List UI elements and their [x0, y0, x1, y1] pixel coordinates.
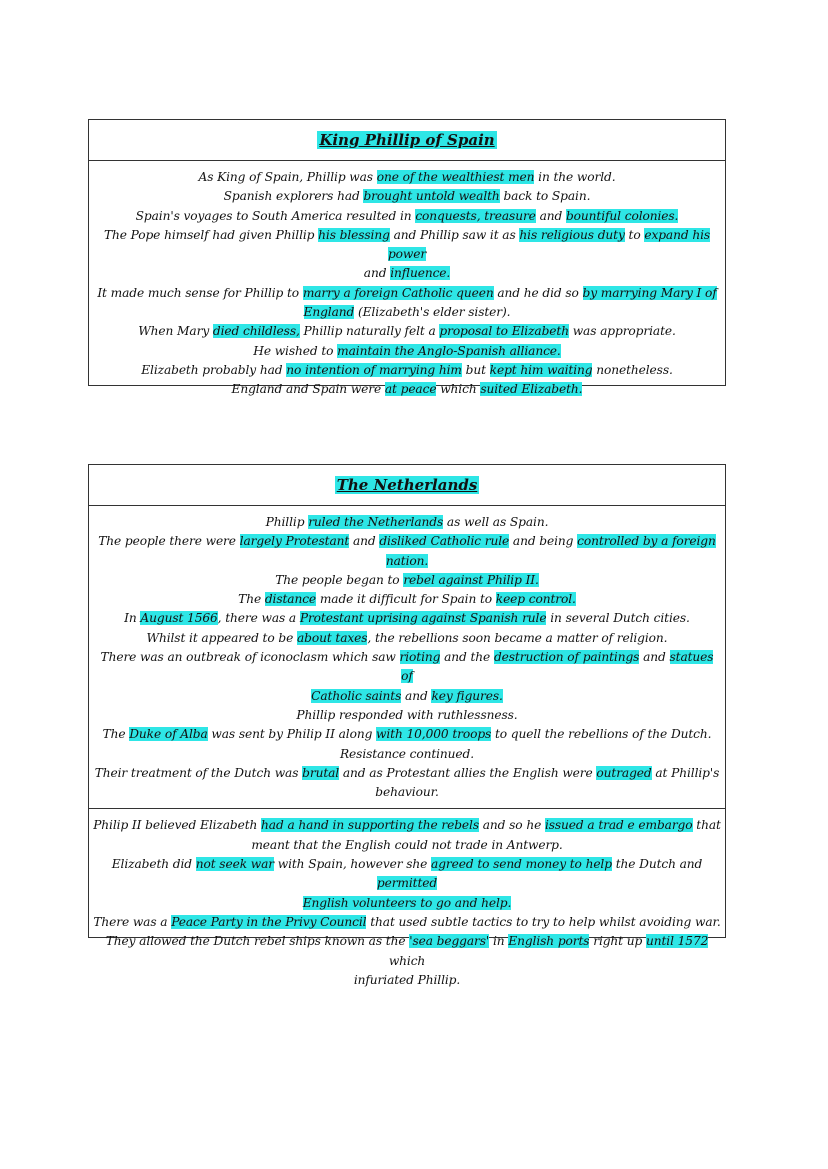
text-run: Spanish explorers had: [223, 189, 364, 204]
text-run: and: [639, 650, 670, 665]
text-line: [93, 745, 721, 764]
text-line: [93, 571, 721, 590]
king-phillip-body: [89, 161, 725, 404]
highlighted-phrase: his blessing: [318, 227, 390, 242]
box-title-row: [89, 465, 725, 506]
text-run: infuriated Phillip.: [353, 972, 461, 987]
text-run: Spain's voyages to South America resulted in: [135, 208, 416, 223]
highlighted-phrase: suited Elizabeth.: [480, 382, 583, 397]
text-run: that used subtle tactics to try to help whilst avoiding war.: [366, 914, 721, 929]
highlighted-phrase: 'sea beggars': [409, 934, 490, 949]
text-run: The people began to: [275, 572, 404, 587]
text-line: [93, 609, 721, 628]
text-run: Phillip naturally felt a: [299, 324, 440, 339]
text-run: He wished to: [253, 343, 338, 358]
highlighted-phrase: one of the wealthiest men: [376, 170, 535, 184]
highlighted-phrase: outraged: [596, 765, 652, 780]
highlighted-phrase: Catholic saints: [311, 688, 402, 703]
highlighted-phrase: English ports: [508, 934, 590, 949]
highlighted-phrase: statues of: [401, 650, 714, 684]
text-line: [93, 284, 721, 303]
text-run: There was a: [93, 914, 172, 929]
highlighted-phrase: influence.: [390, 266, 451, 281]
text-run: When Mary: [138, 324, 213, 339]
text-run: was sent by Philip II along: [207, 727, 377, 742]
text-line: [93, 590, 721, 609]
text-run: As King of Spain, Phillip was: [198, 170, 377, 184]
text-run: Phillip: [265, 515, 309, 529]
text-run: that: [692, 818, 721, 833]
text-run: The: [238, 592, 265, 607]
text-run: Phillip responded with ruthlessness.: [296, 707, 518, 722]
text-run: The people there were: [98, 534, 240, 549]
highlighted-phrase: permitted: [376, 876, 438, 891]
highlighted-phrase: disliked Catholic rule: [379, 534, 510, 549]
text-line: [93, 706, 721, 725]
text-line: [93, 764, 721, 783]
text-run: nonetheless.: [592, 362, 673, 377]
text-run: and: [349, 534, 380, 549]
highlighted-phrase: keep control.: [495, 592, 576, 607]
text-run: as well as Spain.: [443, 515, 549, 529]
highlighted-phrase: Duke of Alba: [129, 727, 208, 742]
text-run: and: [363, 266, 391, 281]
text-line: [93, 361, 721, 380]
text-run: England and Spain were: [231, 382, 385, 397]
text-run: meant that the English could not trade in Antwerp.: [251, 837, 563, 852]
text-line: [93, 322, 721, 341]
highlighted-phrase: maintain the Anglo-Spanish alliance.: [337, 343, 561, 358]
highlighted-phrase: until 1572: [645, 934, 709, 949]
text-run: in the world.: [534, 170, 616, 184]
highlighted-phrase: issued a trad e embargo: [544, 818, 693, 833]
box-title-row: [89, 120, 725, 161]
king-phillip-title: King Phillip of Spain: [319, 131, 495, 149]
highlighted-phrase: not seek war: [195, 857, 274, 872]
highlighted-phrase: largely Protestant: [239, 534, 350, 549]
text-run: and being: [509, 534, 578, 549]
highlighted-phrase: August 1566: [140, 611, 218, 626]
text-line: [93, 552, 721, 571]
text-run: and: [401, 688, 432, 703]
king-phillip-box: [88, 119, 726, 397]
text-line: [93, 913, 721, 932]
highlighted-phrase: expand his power: [387, 227, 711, 262]
highlighted-phrase: proposal to Elizabeth: [439, 324, 569, 339]
text-run: , the rebellions soon became a matter of religion.: [367, 630, 668, 645]
highlighted-phrase: kept him waiting: [489, 362, 593, 377]
text-run: which: [436, 382, 481, 397]
highlighted-phrase: English volunteers to go and help.: [302, 895, 512, 910]
highlighted-phrase: England: [303, 305, 355, 320]
text-run: but: [461, 362, 490, 377]
text-line: [93, 380, 721, 399]
text-line: [93, 932, 721, 971]
text-line: [93, 855, 721, 894]
text-line: [93, 342, 721, 361]
text-line: [93, 168, 721, 187]
highlighted-phrase: ruled the Netherlands: [308, 515, 444, 529]
highlighted-phrase: had a hand in supporting the rebels: [261, 818, 479, 833]
highlighted-phrase: agreed to send money to help: [431, 857, 612, 872]
text-run: Whilst it appeared to be: [146, 630, 297, 645]
highlighted-phrase: about taxes: [296, 630, 368, 645]
text-line: [93, 264, 721, 283]
text-run: The Pope himself had given Phillip: [103, 227, 319, 242]
text-run: Philip II believed Elizabeth: [93, 818, 262, 833]
highlighted-phrase: rebel against Philip II.: [403, 572, 539, 587]
text-line: [93, 187, 721, 206]
text-run: and he did so: [493, 285, 583, 300]
text-line: [93, 532, 721, 551]
text-run: to quell the rebellions of the Dutch.: [491, 727, 712, 742]
text-line: [93, 207, 721, 226]
highlighted-phrase: conquests, treasure: [415, 208, 536, 223]
highlighted-phrase: by marrying Mary I of: [582, 285, 717, 300]
highlighted-phrase: no intention of marrying him: [286, 362, 462, 377]
text-line: [93, 816, 721, 835]
highlighted-phrase: marry a foreign Catholic queen: [302, 285, 494, 300]
text-run: made it difficult for Spain to: [316, 592, 496, 607]
text-line: [93, 894, 721, 913]
highlighted-phrase: distance: [264, 592, 317, 607]
text-line: [93, 648, 721, 687]
text-run: There was an outbreak of iconoclasm which saw: [100, 650, 400, 665]
text-run: back to Spain.: [499, 189, 591, 204]
highlighted-phrase: brought untold wealth: [363, 189, 500, 204]
text-line: [93, 629, 721, 648]
netherlands-title: The Netherlands: [336, 476, 478, 494]
text-run: The: [102, 727, 130, 742]
text-run: and the: [440, 650, 494, 665]
text-line: [93, 725, 721, 744]
highlighted-phrase: destruction of paintings: [493, 650, 640, 665]
netherlands-body: [89, 506, 725, 808]
text-run: the Dutch and: [611, 857, 703, 872]
text-run: Their treatment of the Dutch was: [94, 765, 303, 780]
text-run: to: [624, 227, 645, 242]
text-run: with Spain, however she: [273, 857, 432, 872]
highlighted-phrase: controlled by a foreign: [577, 534, 716, 549]
text-run: and as Protestant allies the English were: [339, 765, 597, 780]
text-run: (Elizabeth's elder sister).: [354, 305, 511, 320]
text-run: right up: [589, 934, 646, 949]
highlighted-phrase: his religious duty: [519, 227, 625, 242]
highlighted-phrase: rioting: [399, 650, 441, 665]
text-run: and so he: [478, 818, 545, 833]
highlighted-phrase: died childless,: [212, 324, 300, 339]
highlighted-phrase: brutal: [302, 765, 340, 780]
netherlands-box: [88, 464, 726, 987]
text-run: Elizabeth did: [111, 857, 196, 872]
text-run: in several Dutch cities.: [546, 611, 690, 626]
text-run: , there was a: [217, 611, 300, 626]
highlighted-phrase: with 10,000 troops: [376, 727, 492, 742]
text-run: and Phillip saw it as: [389, 227, 520, 242]
embargo-body: [89, 809, 725, 994]
highlighted-phrase: key figures.: [431, 688, 503, 703]
highlighted-phrase: Peace Party in the Privy Council: [171, 914, 367, 929]
text-run: They allowed the Dutch rebel ships known as the: [105, 934, 410, 949]
highlighted-phrase: bountiful colonies.: [565, 208, 679, 223]
highlighted-phrase: at peace: [384, 382, 437, 397]
text-run: behaviour.: [375, 785, 439, 800]
text-run: and: [535, 208, 566, 223]
text-run: Elizabeth probably had: [141, 362, 287, 377]
text-run: It made much sense for Phillip to: [97, 285, 303, 300]
text-line: [93, 303, 721, 322]
text-run: In: [124, 611, 141, 626]
text-run: at Phillip's: [651, 765, 720, 780]
highlighted-phrase: Protestant uprising against Spanish rule: [299, 611, 547, 626]
text-run: in: [489, 934, 509, 949]
text-line: [93, 226, 721, 265]
text-line: [93, 513, 721, 532]
text-line: [93, 687, 721, 706]
text-run: which: [388, 953, 426, 968]
text-run: was appropriate.: [568, 324, 676, 339]
text-run: Resistance continued.: [339, 746, 475, 761]
highlighted-phrase: nation.: [385, 553, 429, 568]
text-line: [93, 971, 721, 990]
text-line: [93, 783, 721, 802]
text-line: [93, 836, 721, 855]
